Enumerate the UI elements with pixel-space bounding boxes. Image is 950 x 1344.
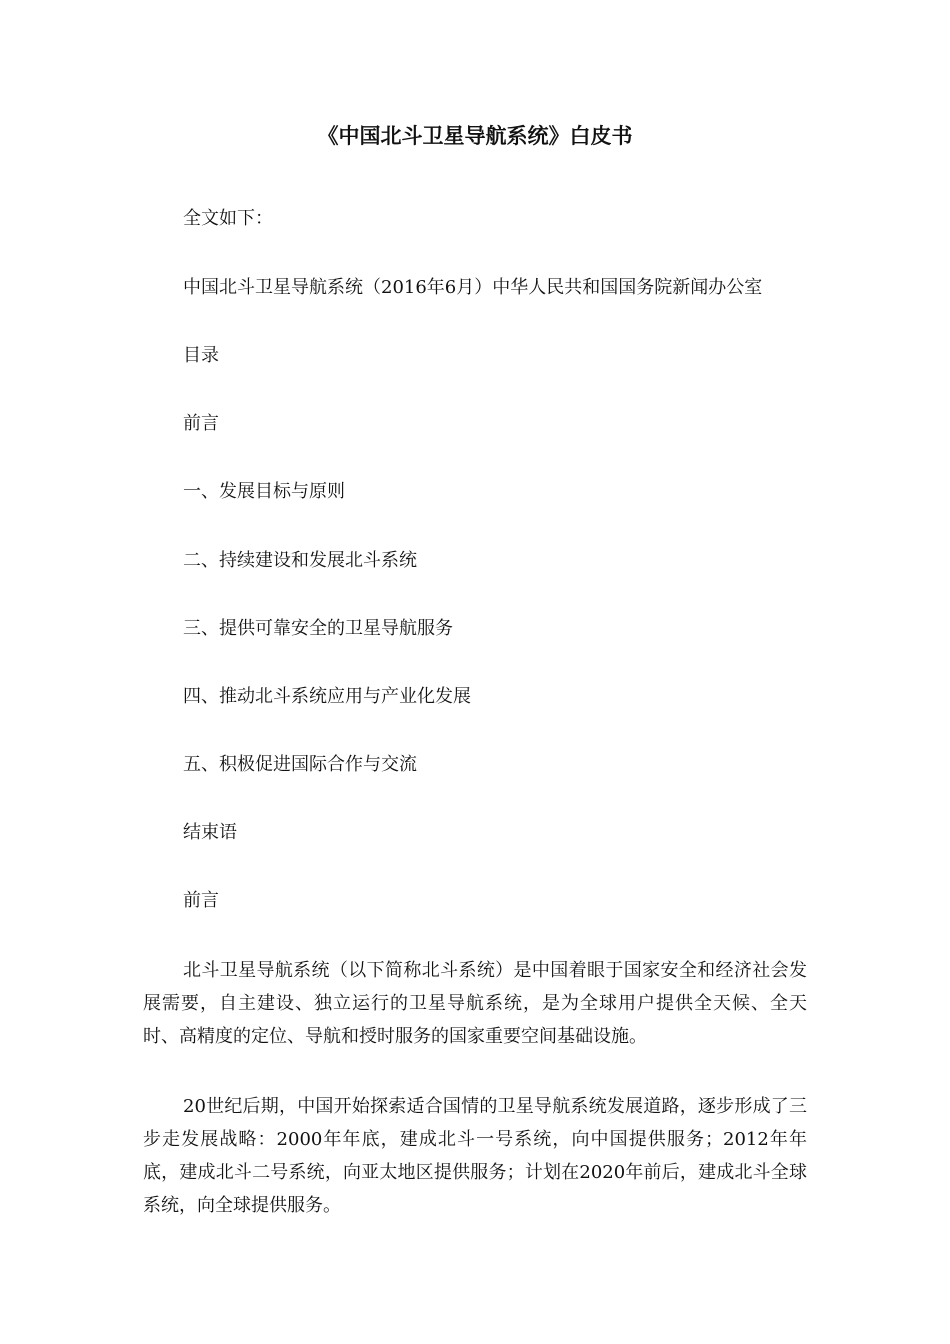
toc-heading: 目录 xyxy=(183,345,219,366)
body-paragraph: 北斗卫星导航系统（以下简称北斗系统）是中国着眼于国家安全和经济社会发展需要，自主建设、独立运行的卫星导航系统，是为全球用户提供全天候、全天时、高精度的定位、导航和授时服务的国家重要空间基础设施。 xyxy=(143,960,807,1047)
toc-item-conclusion: 结束语 xyxy=(183,822,237,843)
toc-item-3: 三、提供可靠安全的卫星导航服务 xyxy=(183,618,453,639)
intro-text: 全文如下： xyxy=(183,208,273,229)
toc-item-2: 二、持续建设和发展北斗系统 xyxy=(183,550,417,571)
toc-item-4: 四、推动北斗系统应用与产业化发展 xyxy=(183,686,471,707)
toc-item-1: 一、发展目标与原则 xyxy=(183,481,345,502)
toc-item-5: 五、积极促进国际合作与交流 xyxy=(183,754,417,775)
section-heading-preface: 前言 xyxy=(183,890,219,911)
source-line: 中国北斗卫星导航系统（2016年6月）中华人民共和国国务院新闻办公室 xyxy=(183,277,763,298)
toc-item-preface: 前言 xyxy=(183,413,219,434)
document-title: 《中国北斗卫星导航系统》白皮书 xyxy=(317,124,633,148)
body-paragraph: 20世纪后期，中国开始探索适合国情的卫星导航系统发展道路，逐步形成了三步走发展战略：2000年年底，建成北斗一号系统，向中国提供服务；2012年年底，建成北斗二号系统，向亚太地区提供服务；计划在2020年前后，建成北斗全球系统，向全球提供服务。 xyxy=(143,1096,807,1216)
